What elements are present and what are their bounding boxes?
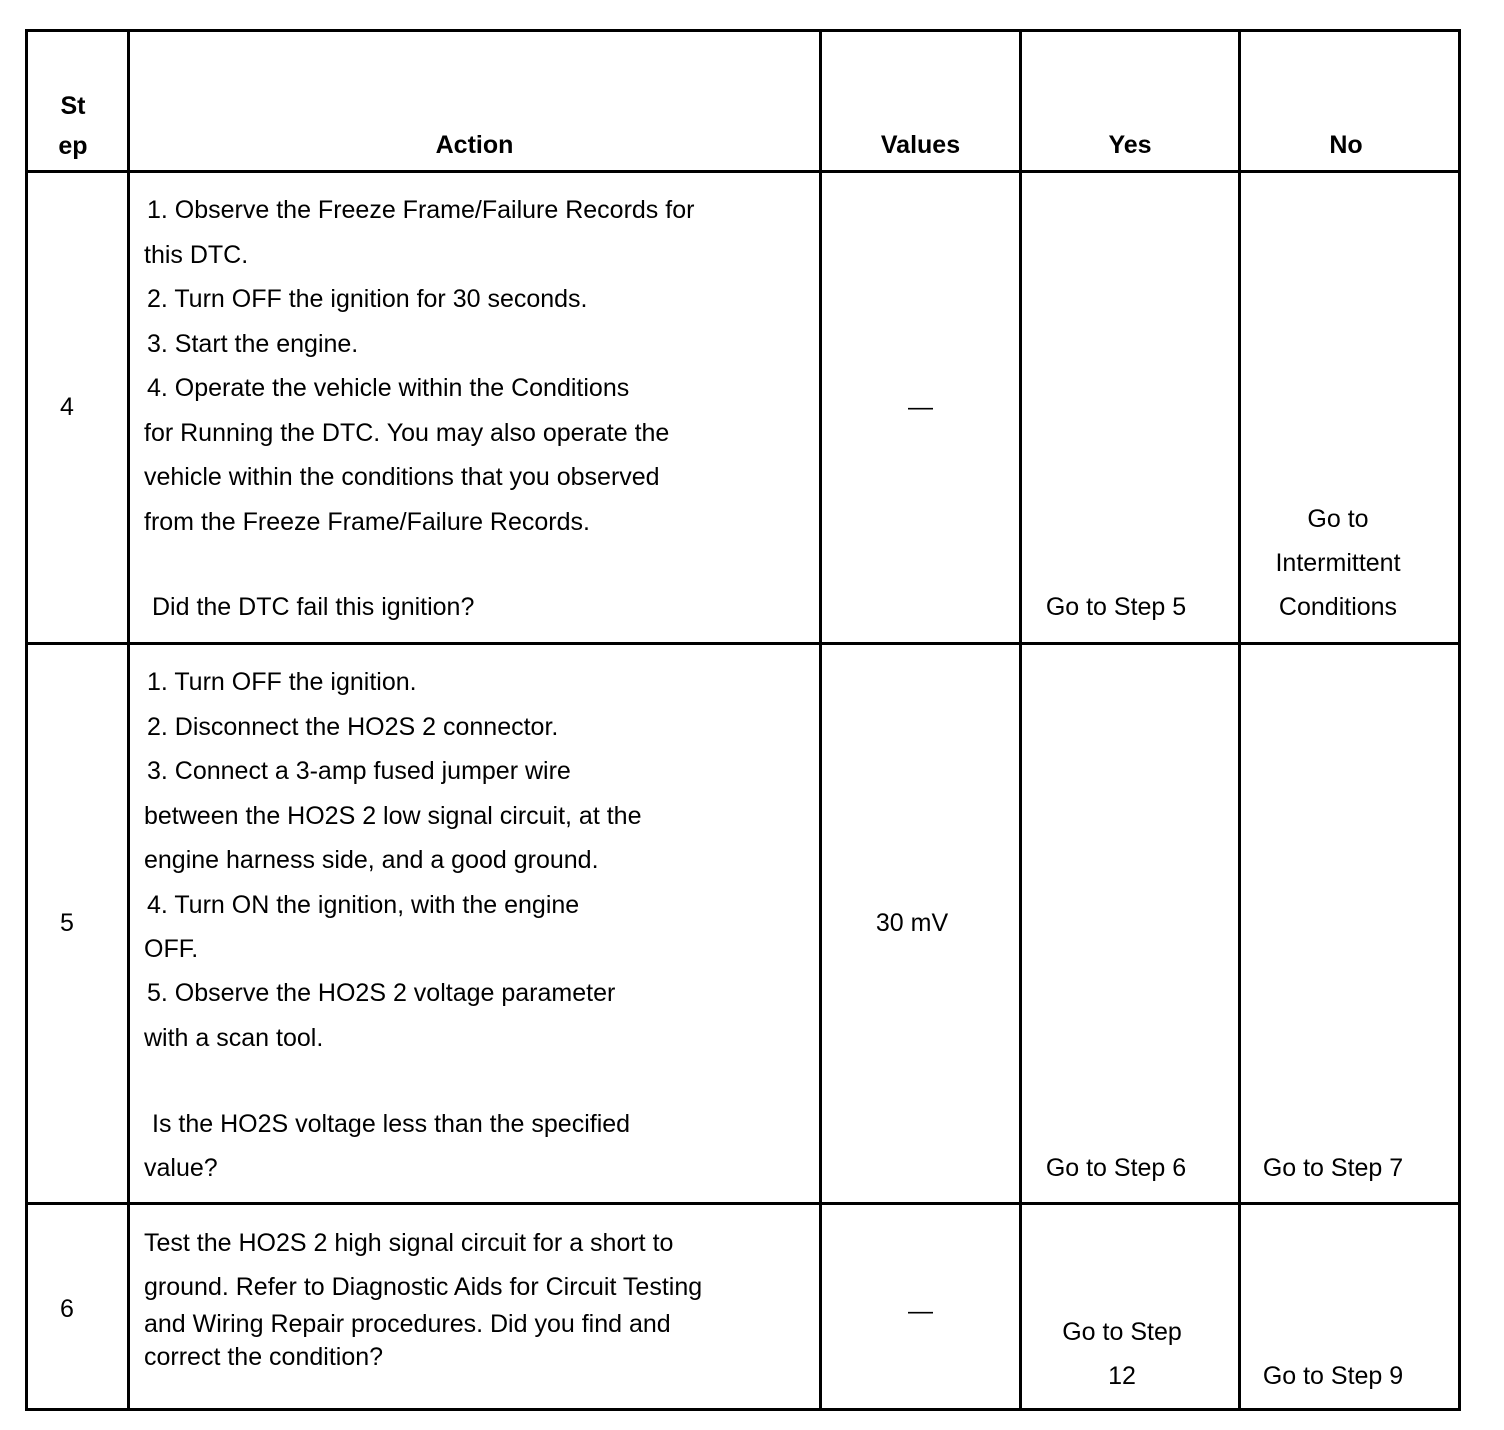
action-line: 1. Turn OFF the ignition. <box>147 668 417 696</box>
yes-cell: Go to Step 5 <box>1045 593 1187 621</box>
header-step-line2: ep <box>58 132 88 160</box>
action-line: this DTC. <box>144 241 249 269</box>
action-line: 4. Operate the vehicle within the Conditions <box>147 374 630 402</box>
header-yes: Yes <box>1108 131 1152 159</box>
value-cell: — <box>908 393 933 421</box>
action-line: 1. Observe the Freeze Frame/Failure Records for <box>147 196 695 224</box>
action-line: 2. Disconnect the HO2S 2 connector. <box>147 713 559 741</box>
yes-line: Go to Step <box>1062 1318 1182 1346</box>
action-line: 2. Turn OFF the ignition for 30 seconds. <box>147 285 588 313</box>
step-number: 5 <box>60 909 74 937</box>
header-action: Action <box>435 131 514 159</box>
diagnostic-table <box>25 29 1461 1411</box>
header-no: No <box>1329 131 1363 159</box>
action-line: correct the condition? <box>144 1343 384 1371</box>
no-line: Intermittent <box>1275 549 1401 577</box>
no-cell: Go to Step 9 <box>1262 1362 1404 1390</box>
action-question: Is the HO2S voltage less than the specified <box>152 1110 631 1138</box>
value-cell: — <box>908 1297 933 1325</box>
action-line: 4. Turn ON the ignition, with the engine <box>147 891 580 919</box>
row-divider <box>28 1202 1458 1205</box>
header-values: Values <box>880 131 961 159</box>
action-line: ground. Refer to Diagnostic Aids for Circuit Testing <box>144 1273 703 1301</box>
value-cell: 30 mV <box>875 909 949 937</box>
action-line: Test the HO2S 2 high signal circuit for a short to <box>144 1229 674 1257</box>
action-line: OFF. <box>144 935 199 963</box>
action-line: for Running the DTC. You may also operate the <box>144 419 670 447</box>
row-divider <box>28 170 1458 173</box>
no-cell: Go to Step 7 <box>1262 1154 1404 1182</box>
action-line: with a scan tool. <box>144 1024 324 1052</box>
header-step-line1: St <box>60 92 86 120</box>
action-line: 3. Start the engine. <box>147 330 359 358</box>
yes-cell: Go to Step 6 <box>1045 1154 1187 1182</box>
no-line: Conditions <box>1278 593 1398 621</box>
action-line: from the Freeze Frame/Failure Records. <box>144 508 590 536</box>
step-number: 6 <box>60 1295 74 1323</box>
step-number: 4 <box>60 393 74 421</box>
no-line: Go to <box>1307 505 1369 533</box>
action-line: 5. Observe the HO2S 2 voltage parameter <box>147 979 616 1007</box>
action-question: Did the DTC fail this ignition? <box>152 593 475 621</box>
action-question: value? <box>144 1154 218 1182</box>
action-line: and Wiring Repair procedures. Did you find and <box>144 1310 671 1338</box>
action-line: vehicle within the conditions that you observed <box>144 463 660 491</box>
action-line: engine harness side, and a good ground. <box>144 846 599 874</box>
action-line: between the HO2S 2 low signal circuit, at the <box>144 802 642 830</box>
action-line: 3. Connect a 3-amp fused jumper wire <box>147 757 571 785</box>
row-divider <box>28 642 1458 645</box>
yes-line: 12 <box>1108 1362 1136 1390</box>
